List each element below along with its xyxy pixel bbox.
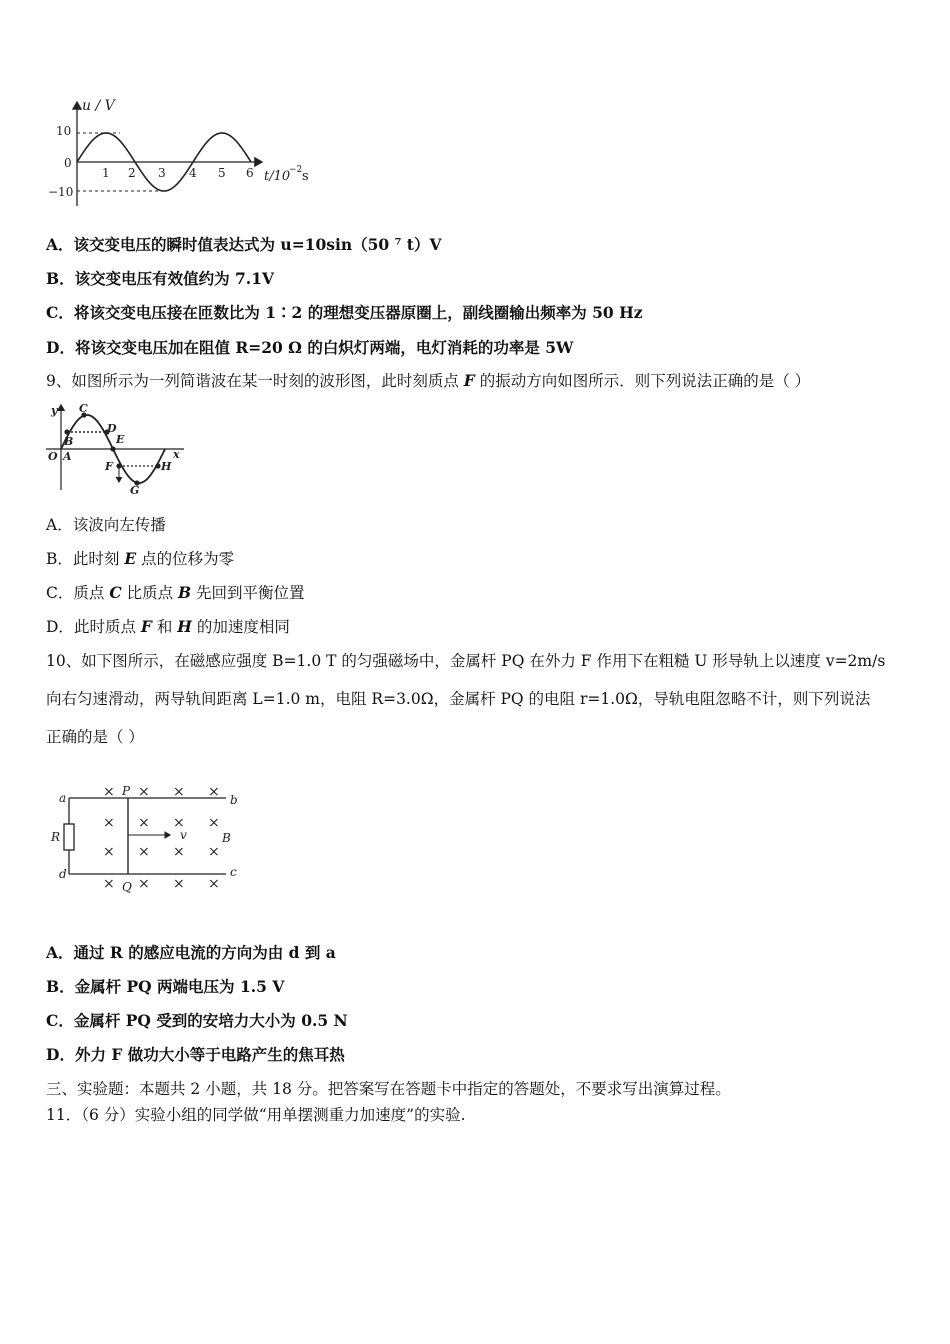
option-text: 金属杆 PQ 两端电压为 1.5 V xyxy=(74,977,285,996)
point-symbol: F xyxy=(140,617,152,636)
q8-option-c xyxy=(46,302,643,324)
q8-option-d xyxy=(46,337,573,359)
t-axis-exponent: −2 xyxy=(289,165,303,175)
point-symbol: H xyxy=(177,617,192,636)
option-letter: B． xyxy=(46,550,73,568)
u-axis-label: u / V xyxy=(82,98,115,114)
point-b-dot xyxy=(64,429,69,434)
q9-stem-part: 9、如图所示为一列简谐波在某一时刻的波形图，此时刻质点 xyxy=(46,372,464,390)
q8-option-b xyxy=(46,268,274,290)
rail-circuit-diagram xyxy=(46,778,246,898)
option-text: 该交变电压有效值约为 7.1V xyxy=(74,269,274,288)
label-e: E xyxy=(116,433,125,446)
voltage-time-graph xyxy=(44,96,324,208)
option-letter: D． xyxy=(46,618,74,636)
option-letter: A． xyxy=(46,235,74,254)
field-cross-mark: × xyxy=(173,844,185,860)
point-h-dot xyxy=(155,463,160,468)
y-tick-10: 10 xyxy=(56,124,72,138)
q9-option-b xyxy=(46,548,234,570)
x-tick-5: 5 xyxy=(218,166,226,180)
x-tick-6: 6 xyxy=(246,166,254,180)
option-text: 点的位移为零 xyxy=(136,550,235,568)
point-symbol: B xyxy=(178,583,192,602)
label-o: O xyxy=(48,450,58,463)
option-letter: D． xyxy=(46,338,75,357)
q11-stem: 11．（6 分）实验小组的同学做“用单摆测重力加速度”的实验. xyxy=(46,1106,466,1124)
option-text: 此时刻 xyxy=(72,550,125,568)
x-tick-3: 3 xyxy=(158,166,166,180)
option-letter: B． xyxy=(46,269,75,288)
q10-stem-line-3: 正确的是（ ） xyxy=(46,728,144,746)
field-cross-mark: × xyxy=(138,784,150,800)
label-r: R xyxy=(51,830,61,844)
option-text: 和 xyxy=(151,618,178,636)
field-cross-mark: × xyxy=(103,876,115,892)
option-letter: B． xyxy=(46,977,75,996)
q9-stem xyxy=(46,370,810,392)
option-text: 通过 R 的感应电流的方向为由 d 到 a xyxy=(73,943,336,962)
q10-option-d xyxy=(46,1044,345,1066)
label-v: v xyxy=(180,828,187,842)
label-c-terminal: c xyxy=(230,865,237,879)
t-axis-unit: s xyxy=(302,169,309,184)
option-letter: A． xyxy=(46,516,73,534)
point-f-dot xyxy=(116,463,121,468)
field-cross-mark: × xyxy=(173,784,185,800)
wave-graph xyxy=(44,400,190,496)
field-cross-mark: × xyxy=(173,815,185,831)
q9-option-a xyxy=(46,514,166,536)
label-b-terminal: b xyxy=(230,793,238,807)
field-cross-mark: × xyxy=(138,815,150,831)
x-tick-2: 2 xyxy=(128,166,136,180)
label-a: a xyxy=(59,791,67,805)
point-symbol: E xyxy=(124,549,137,568)
q10-stem-line-1: 10、如下图所示，在磁感应强度 B=1.0 T 的匀强磁场中，金属杆 PQ 在外力 F 作用下在粗糙 U 形导轨上以速度 v=2m/s xyxy=(46,652,886,670)
q9-point-f: F xyxy=(463,371,475,390)
field-cross-mark: × xyxy=(208,815,220,831)
y-tick-0: 0 xyxy=(64,156,72,170)
label-x: x xyxy=(173,448,180,461)
x-tick-4: 4 xyxy=(189,166,197,180)
field-cross-mark: × xyxy=(208,784,220,800)
field-cross-mark: × xyxy=(173,876,185,892)
option-letter: C． xyxy=(46,584,74,602)
option-letter: C． xyxy=(46,1011,74,1030)
label-a: A xyxy=(63,450,72,463)
field-cross-mark: × xyxy=(103,815,115,831)
option-text: 比质点 xyxy=(121,584,179,602)
option-text: 该波向左传播 xyxy=(72,516,166,534)
field-cross-mark: × xyxy=(208,844,220,860)
q9-option-c xyxy=(46,582,305,604)
option-text: 先回到平衡位置 xyxy=(191,584,305,602)
label-h: H xyxy=(161,460,172,473)
label-f: F xyxy=(105,460,113,473)
field-cross-mark: × xyxy=(138,844,150,860)
x-tick-1: 1 xyxy=(102,166,110,180)
magnetic-field-crosses xyxy=(103,784,220,892)
q10-stem-line-2: 向右匀速滑动，两导轨间距离 L=1.0 m，电阻 R=3.0Ω，金属杆 PQ 的电阻 r=1.0Ω，导轨电阻忽略不计，则下列说法 xyxy=(46,690,871,708)
point-e-dot xyxy=(110,446,115,451)
field-cross-mark: × xyxy=(103,844,115,860)
field-cross-mark: × xyxy=(208,876,220,892)
label-b: B xyxy=(64,435,74,448)
field-cross-mark: × xyxy=(138,876,150,892)
label-g: G xyxy=(130,484,140,496)
resistor xyxy=(64,824,74,850)
option-text: 将该交变电压加在阻值 R=20 Ω 的白炽灯两端，电灯消耗的功率是 5W xyxy=(74,338,574,357)
y-tick-minus-10: −10 xyxy=(48,185,74,199)
option-letter: C． xyxy=(46,303,74,322)
label-b-field: B xyxy=(222,831,231,845)
field-cross-mark: × xyxy=(103,784,115,800)
label-d: D xyxy=(107,422,117,435)
option-text: 此时质点 xyxy=(73,618,141,636)
q9-stem-part: 的振动方向如图所示．则下列说法正确的是（ ） xyxy=(474,372,811,390)
label-c: C xyxy=(79,402,88,415)
q10-option-a xyxy=(46,942,336,964)
section-3-heading: 三、实验题：本题共 2 小题，共 18 分。把答案写在答题卡中指定的答题处，不要求写出演算过程。 xyxy=(46,1080,731,1098)
option-text: 的加速度相同 xyxy=(191,618,290,636)
label-d: d xyxy=(59,867,67,881)
option-text: 外力 F 做功大小等于电路产生的焦耳热 xyxy=(74,1045,345,1064)
label-q: Q xyxy=(122,880,132,894)
label-p: P xyxy=(122,784,131,798)
option-text: 将该交变电压接在匝数比为 1∶2 的理想变压器原圈上，副线圈输出频率为 50 Hz xyxy=(73,303,643,322)
q9-option-d xyxy=(46,616,290,638)
q8-option-a xyxy=(46,234,441,256)
option-letter: A． xyxy=(46,943,74,962)
option-text: 质点 xyxy=(73,584,110,602)
t-axis-label: t/10 xyxy=(264,169,291,184)
option-letter: D． xyxy=(46,1045,75,1064)
q10-option-c xyxy=(46,1010,348,1032)
label-y: y xyxy=(51,404,58,417)
option-text: 金属杆 PQ 受到的安培力大小为 0.5 N xyxy=(73,1011,348,1030)
q10-option-b xyxy=(46,976,284,998)
point-symbol: C xyxy=(109,583,122,602)
option-text: 该交变电压的瞬时值表达式为 u=10sin（50 ⁷ t）V xyxy=(73,235,442,254)
